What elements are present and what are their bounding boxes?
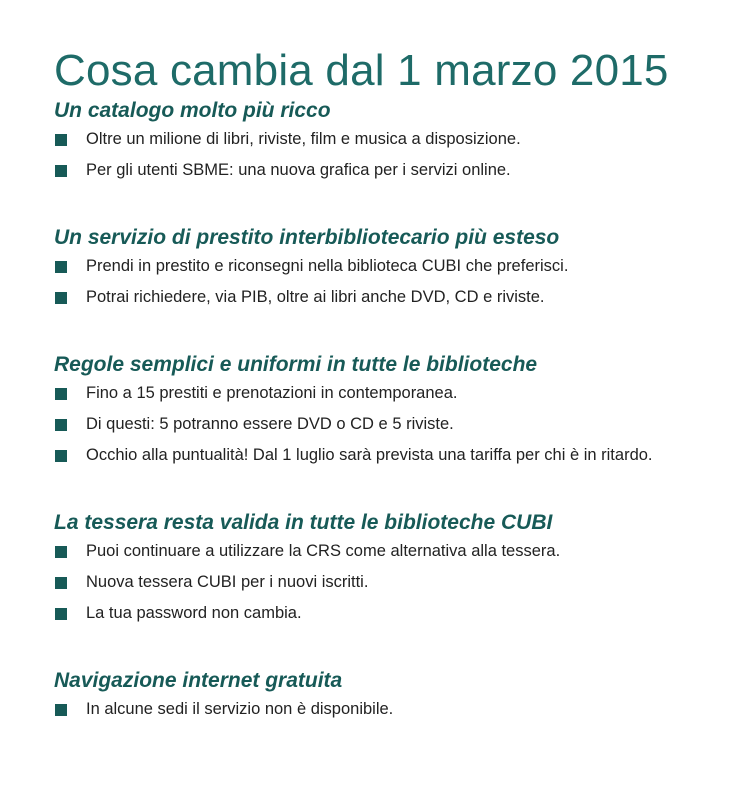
list-item xyxy=(54,440,734,471)
list-item-text: Di questi: 5 potranno essere DVD o CD e 5 riviste. xyxy=(86,415,454,433)
square-bullet-icon xyxy=(55,388,67,400)
list-item-text: La tua password non cambia. xyxy=(86,604,302,622)
section-heading: La tessera resta valida in tutte le biblioteche CUBI xyxy=(54,511,553,534)
section-heading: Navigazione internet gratuita xyxy=(54,669,343,692)
list-item xyxy=(54,155,734,186)
section-internet xyxy=(54,668,734,725)
list-item-text: Puoi continuare a utilizzare la CRS come alternativa alla tessera. xyxy=(86,542,561,560)
list-item-text: Nuova tessera CUBI per i nuovi iscritti. xyxy=(86,573,369,591)
list-item-text: Occhio alla puntualità! Dal 1 luglio sarà prevista una tariffa per chi è in ritardo. xyxy=(86,446,653,464)
square-bullet-icon xyxy=(55,577,67,589)
square-bullet-icon xyxy=(55,261,67,273)
square-bullet-icon xyxy=(55,292,67,304)
list-item-text: Fino a 15 prestiti e prenotazioni in contemporanea. xyxy=(86,384,458,402)
list-item xyxy=(54,536,734,567)
list-item xyxy=(54,282,734,313)
section-catalog xyxy=(54,98,734,186)
square-bullet-icon xyxy=(55,134,67,146)
list-item xyxy=(54,124,734,155)
list-item xyxy=(54,251,734,282)
section-rules xyxy=(54,352,734,471)
list-item-text: Oltre un milione di libri, riviste, film e musica a disposizione. xyxy=(86,130,521,148)
section-card xyxy=(54,510,734,629)
list-item-text: Prendi in prestito e riconsegni nella biblioteca CUBI che preferisci. xyxy=(86,257,569,275)
bullet-list xyxy=(54,536,734,629)
list-item xyxy=(54,378,734,409)
section-heading: Un servizio di prestito interbibliotecario più esteso xyxy=(54,226,560,249)
square-bullet-icon xyxy=(55,704,67,716)
list-item xyxy=(54,694,734,725)
square-bullet-icon xyxy=(55,450,67,462)
list-item xyxy=(54,567,734,598)
bullet-list xyxy=(54,694,734,725)
list-item xyxy=(54,598,734,629)
square-bullet-icon xyxy=(55,546,67,558)
bullet-list xyxy=(54,378,734,471)
section-heading: Regole semplici e uniformi in tutte le biblioteche xyxy=(54,353,538,376)
section-heading: Un catalogo molto più ricco xyxy=(54,99,331,122)
square-bullet-icon xyxy=(55,165,67,177)
bullet-list xyxy=(54,251,734,313)
square-bullet-icon xyxy=(55,608,67,620)
list-item xyxy=(54,409,734,440)
bullet-list xyxy=(54,124,734,186)
list-item-text: Potrai richiedere, via PIB, oltre ai libri anche DVD, CD e riviste. xyxy=(86,288,545,306)
document-page xyxy=(54,44,734,725)
page-title: Cosa cambia dal 1 marzo 2015 xyxy=(54,46,669,95)
section-interlibrary-loan xyxy=(54,225,734,313)
list-item-text: Per gli utenti SBME: una nuova grafica per i servizi online. xyxy=(86,161,511,179)
list-item-text: In alcune sedi il servizio non è disponibile. xyxy=(86,700,394,718)
square-bullet-icon xyxy=(55,419,67,431)
